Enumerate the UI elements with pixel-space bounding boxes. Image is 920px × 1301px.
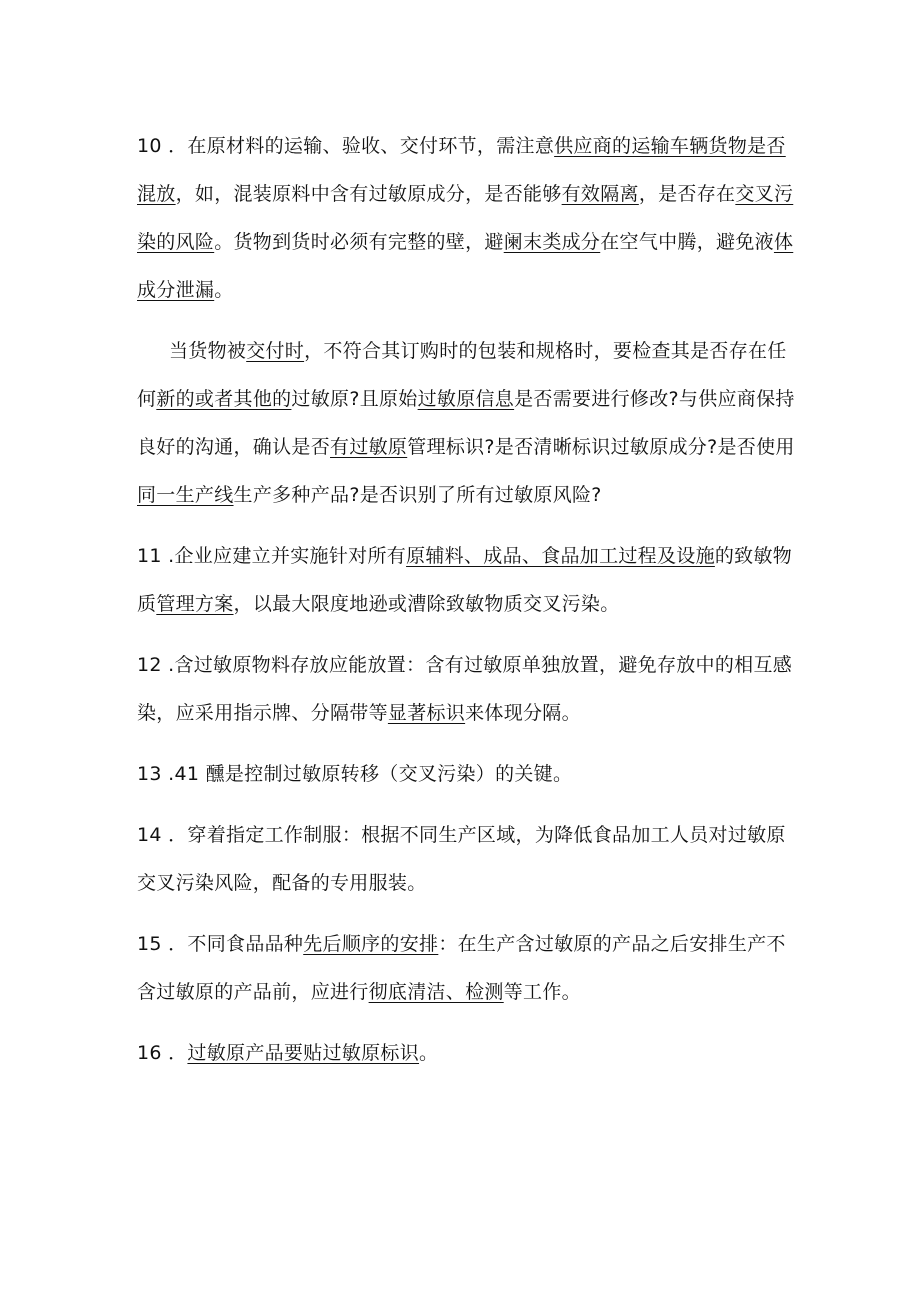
- paragraph-16: [137, 1029, 797, 1077]
- text-segment: 16 ．: [137, 1042, 188, 1064]
- underlined-phrase: 有过敏原: [330, 436, 408, 458]
- text-segment: 等工作。: [503, 981, 581, 1003]
- underlined-phrase: 交叉污染的风险: [137, 183, 794, 253]
- paragraph-12: [137, 641, 797, 737]
- underlined-phrase: 彻底清洁、检测: [368, 981, 504, 1003]
- underlined-phrase: 体成分泄漏: [137, 231, 794, 301]
- text-segment: ，不符合其订购时的包装和规格时，要检查其是否存在任何: [137, 340, 787, 410]
- text-segment: 13 .41 醺是控制过敏原转移（交叉污染）的关键。: [137, 763, 573, 785]
- paragraph-11: [137, 532, 797, 628]
- text-segment: 11 .企业应建立并实施针对所有: [137, 545, 407, 567]
- underlined-phrase: 阑末类成分: [503, 231, 601, 253]
- text-segment: ，以最大限度地逊或漕除致敏物质交叉污染。: [233, 593, 620, 615]
- text-segment: 12 .含过敏原物料存放应能放置：含有过敏原单独放置，避免存放中的相互感染，应采用指示牌、分隔带等: [137, 654, 793, 724]
- underlined-phrase: 有效隔离: [561, 183, 639, 205]
- text-segment: 。: [214, 279, 234, 301]
- underlined-phrase: 先后顺序的安排: [303, 933, 439, 955]
- text-segment: 是否需要进行修改?与供应商保持良好的沟通，确认是否: [137, 388, 795, 458]
- text-segment: ，如，混装原料中含有过敏原成分，是否能够: [175, 183, 562, 205]
- text-segment: 过敏原?且原始: [291, 388, 418, 410]
- text-segment: 在空气中腾，避免液: [600, 231, 774, 253]
- paragraph-14: [137, 811, 797, 907]
- underlined-phrase: 交付时: [246, 340, 305, 362]
- document-body: [137, 122, 797, 1090]
- underlined-phrase: 同一生产线: [137, 484, 234, 506]
- text-segment: 的致敏物质: [137, 545, 793, 615]
- underlined-phrase: 过敏原产品要贴过敏原标识: [187, 1042, 420, 1064]
- paragraph-10-continued: [137, 327, 797, 519]
- paragraph-15: [137, 920, 797, 1016]
- text-segment: 14 ．穿着指定工作制服：根据不同生产区域，为降低食品加工人员对过敏原交叉污染风险，配备的专用服装。: [137, 824, 786, 894]
- text-segment: 。: [419, 1042, 439, 1064]
- underlined-phrase: 新的或者其他的: [156, 388, 292, 410]
- paragraph-10: [137, 122, 797, 314]
- text-segment: ：在生产含过敏原的产品之后安排生产不含过敏原的产品前，应进行: [137, 933, 786, 1003]
- text-segment: 来体现分隔。: [465, 702, 581, 724]
- underlined-phrase: 显著标识: [387, 702, 466, 724]
- text-segment: ，是否存在: [638, 183, 736, 205]
- text-segment: 15 ．不同食品品种: [137, 933, 304, 955]
- text-segment: 当货物被: [169, 340, 247, 362]
- underlined-phrase: 供应商的运输车辆货物是否混放: [137, 135, 786, 205]
- text-segment: 管理标识?是否清晰标识过敏原成分?是否使用: [407, 436, 795, 458]
- underlined-phrase: 过敏原信息: [417, 388, 515, 410]
- paragraph-13: [137, 750, 797, 798]
- text-segment: 生产多种产品?是否识别了所有过敏原风险?: [233, 484, 602, 506]
- underlined-phrase: 原辅料、成品、食品加工过程及设施: [406, 545, 715, 567]
- text-segment: 。货物到货时必须有完整的壁，避: [214, 231, 504, 253]
- underlined-phrase: 管理方案: [156, 593, 234, 615]
- text-segment: 10 ．在原材料的运输、验收、交付环节，需注意: [137, 135, 555, 157]
